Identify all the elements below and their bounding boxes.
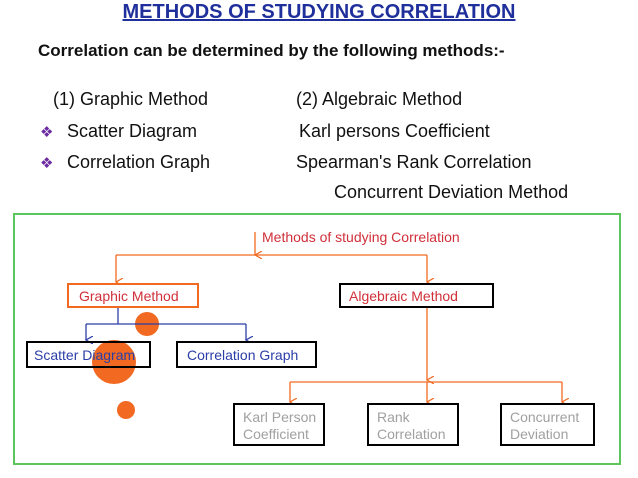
diagram-root-label: Methods of studying Correlation <box>262 229 460 245</box>
rank-correlation-line1: Rank <box>377 409 410 425</box>
algebraic-method-node-label: Algebraic Method <box>349 288 458 304</box>
graphic-item-correlation-graph: Correlation Graph <box>67 152 211 172</box>
concurrent-deviation-line1: Concurrent <box>510 409 580 425</box>
algebraic-item-karl: Karl persons Coefficient <box>299 121 490 141</box>
karl-person-line1: Karl Person <box>243 409 317 425</box>
karl-person-node <box>233 403 325 446</box>
graphic-method-heading: (1) Graphic Method <box>53 89 209 109</box>
algebraic-item-spearman: Spearman's Rank Correlation <box>296 152 532 172</box>
scatter-diagram-node <box>26 341 151 368</box>
graphic-method-node <box>67 283 199 308</box>
algebraic-method-heading: (2) Algebraic Method <box>296 89 463 109</box>
correlation-graph-node <box>176 341 317 368</box>
concurrent-deviation-line2: Deviation <box>510 426 569 442</box>
karl-person-line2: Coefficient <box>243 426 309 442</box>
bullet-icon: ❖ <box>40 124 54 141</box>
intro-text: Correlation can be determined by the following methods:- <box>38 41 505 60</box>
rank-correlation-node <box>367 403 459 446</box>
slide-title: METHODS OF STUDYING CORRELATION <box>122 1 516 23</box>
scatter-diagram-node-label: Scatter Diagram <box>34 347 136 363</box>
algebraic-item-concurrent: Concurrent Deviation Method <box>334 182 569 202</box>
concurrent-deviation-node <box>500 403 595 446</box>
rank-correlation-line2: Correlation <box>377 426 446 442</box>
correlation-graph-node-label: Correlation Graph <box>187 347 299 363</box>
graphic-item-scatter: Scatter Diagram <box>67 121 198 141</box>
graphic-method-node-label: Graphic Method <box>79 288 179 304</box>
algebraic-method-node <box>339 283 494 308</box>
bullet-icon: ❖ <box>40 155 54 172</box>
